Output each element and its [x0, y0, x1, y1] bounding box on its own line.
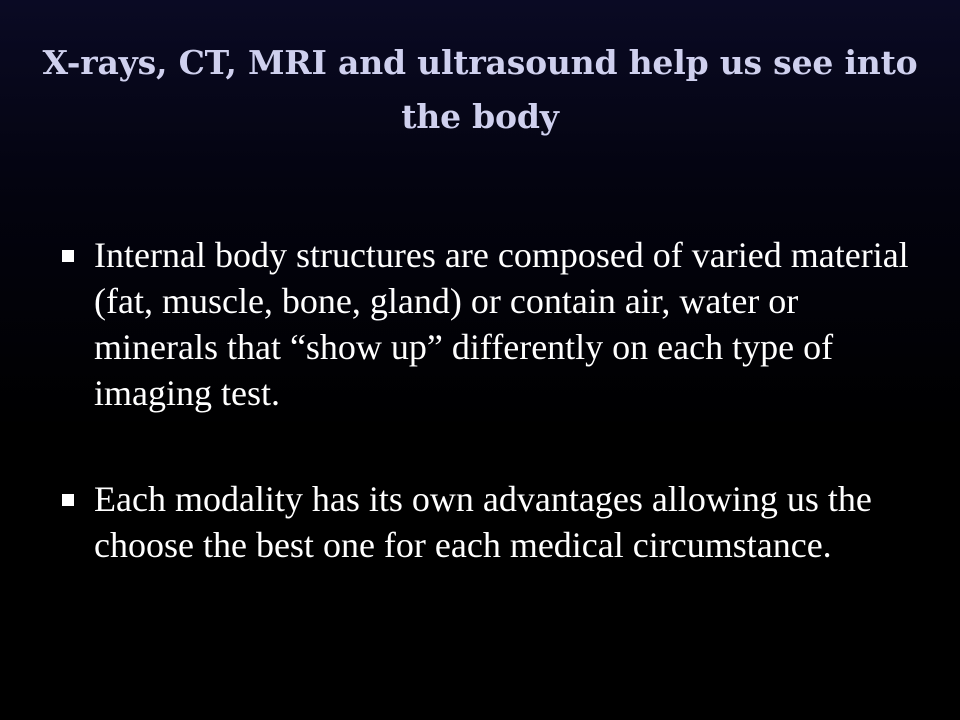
square-bullet-icon: [62, 250, 74, 262]
square-bullet-icon: [62, 494, 74, 506]
bullet-text: Each modality has its own advantages allowing us the choose the best one for each medical circumstance.: [94, 479, 872, 565]
bullet-text: Internal body structures are composed of varied material (fat, muscle, bone, gland) or contain air, water or minerals that “show up” differently on each type of imaging test.: [94, 235, 909, 413]
bullet-item-modality-advantages: [62, 476, 922, 568]
bullet-item-body-structures: [62, 232, 922, 416]
slide-title: X-rays, CT, MRI and ultrasound help us see into the body: [42, 43, 918, 136]
bullet-list: [62, 232, 922, 568]
